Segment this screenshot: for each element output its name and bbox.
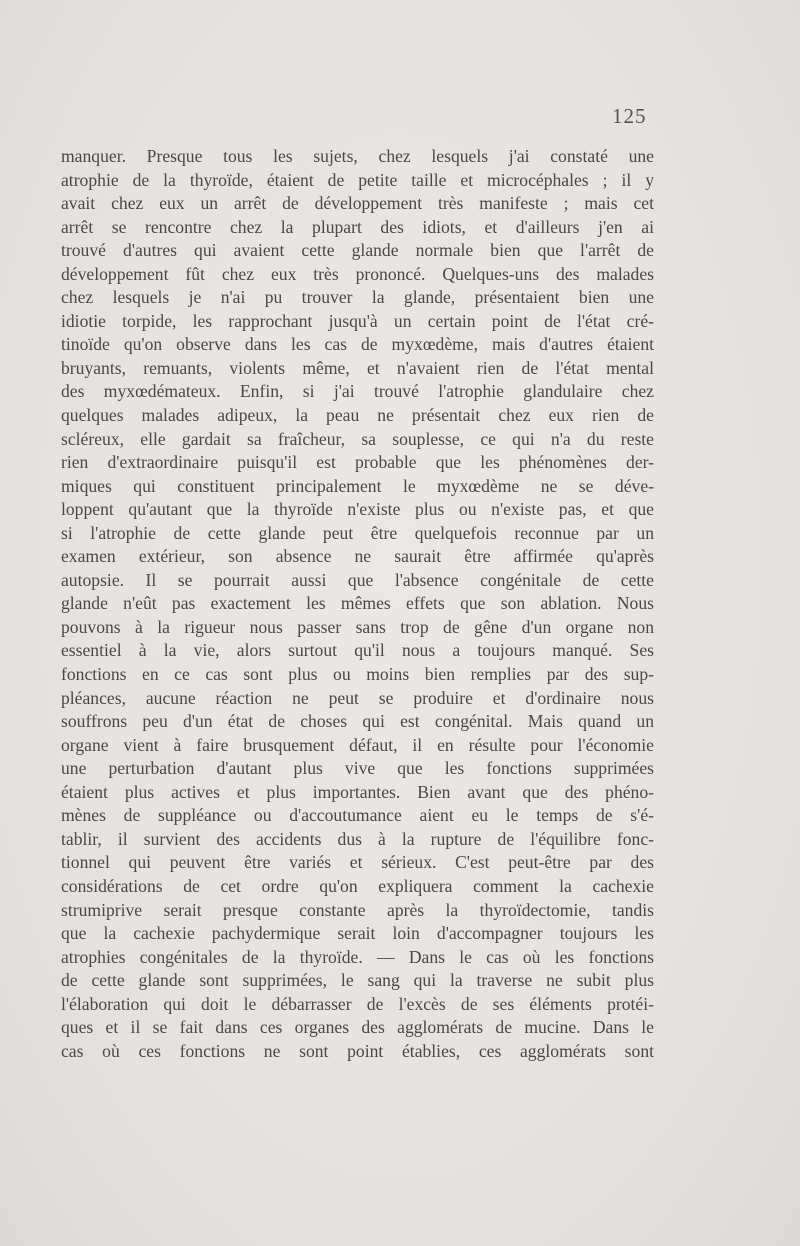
- text-line: tionnel qui peuvent être variés et sérieux. C'est peut-être par des: [61, 852, 654, 873]
- text-line: tablir, il survient des accidents dus à la rupture de l'équilibre fonc-: [61, 828, 654, 849]
- text-line: pouvons à la rigueur nous passer sans trop de gêne d'un organe non: [61, 616, 654, 637]
- text-line: trouvé d'autres qui avaient cette glande normale bien que l'arrêt de: [61, 240, 654, 261]
- text-line: idiotie torpide, les rapprochant jusqu'à un certain point de l'état cré-: [61, 310, 654, 331]
- text-line: scléreux, elle gardait sa fraîcheur, sa souplesse, ce qui n'a du reste: [61, 428, 654, 449]
- text-line: manquer. Presque tous les sujets, chez lesquels j'ai constaté une: [61, 146, 654, 166]
- text-line: ques et il se fait dans ces organes des agglomérats de mucine. Dans le: [61, 1017, 654, 1038]
- text-line: atrophie de la thyroïde, étaient de petite taille et microcéphales ; il y: [61, 169, 654, 190]
- text-line: si l'atrophie de cette glande peut être quelquefois reconnue par un: [61, 522, 654, 543]
- text-line: avait chez eux un arrêt de développement très manifeste ; mais cet: [61, 193, 654, 214]
- page-number: 125: [612, 104, 647, 128]
- text-line: examen extérieur, son absence ne saurait être affirmée qu'après: [61, 546, 654, 567]
- text-line: chez lesquels je n'ai pu trouver la glande, présentaient bien une: [61, 287, 654, 308]
- text-line: pléances, aucune réaction ne peut se produire et d'ordinaire nous: [61, 687, 654, 708]
- text-line: essentiel à la vie, alors surtout qu'il nous a toujours manqué. Ses: [61, 640, 654, 661]
- text-line: l'élaboration qui doit le débarrasser de l'excès de ses éléments protéi-: [61, 993, 654, 1014]
- text-line: que la cachexie pachydermique serait loin d'accompagner toujours les: [61, 923, 654, 944]
- text-line: mènes de suppléance ou d'accoutumance aient eu le temps de s'é-: [61, 805, 654, 826]
- text-line: autopsie. Il se pourrait aussi que l'absence congénitale de cette: [61, 569, 654, 590]
- text-line: cas où ces fonctions ne sont point établies, ces agglomérats sont: [61, 1040, 654, 1061]
- text-line: glande n'eût pas exactement les mêmes effets que son ablation. Nous: [61, 593, 654, 614]
- body-text: [61, 145, 654, 1063]
- text-line: développement fût chez eux très prononcé. Quelques-uns des malades: [61, 263, 654, 284]
- text-line: souffrons peu d'un état de choses qui est congénital. Mais quand un: [61, 711, 654, 732]
- text-line: tinoïde qu'on observe dans les cas de myxœdème, mais d'autres étaient: [61, 334, 654, 355]
- text-line: des myxœdémateux. Enfin, si j'ai trouvé l'atrophie glandulaire chez: [61, 381, 654, 402]
- text-line: fonctions en ce cas sont plus ou moins bien remplies par des sup-: [61, 664, 654, 685]
- text-line: considérations de cet ordre qu'on expliquera comment la cachexie: [61, 875, 654, 896]
- text-line: organe vient à faire brusquement défaut, il en résulte pour l'économie: [61, 734, 654, 755]
- text-line: atrophies congénitales de la thyroïde. — Dans le cas où les fonctions: [61, 946, 654, 967]
- text-line: bruyants, remuants, violents même, et n'avaient rien de l'état mental: [61, 357, 654, 378]
- text-line: loppent qu'autant que la thyroïde n'existe plus ou n'existe pas, et que: [61, 499, 654, 520]
- text-line: de cette glande sont supprimées, le sang qui la traverse ne subit plus: [61, 970, 654, 991]
- text-line: strumiprive serait presque constante après la thyroïdectomie, tandis: [61, 899, 654, 920]
- text-line: arrêt se rencontre chez la plupart des idiots, et d'ailleurs j'en ai: [61, 216, 654, 237]
- text-line: quelques malades adipeux, la peau ne présentait chez eux rien de: [61, 405, 654, 426]
- text-line: une perturbation d'autant plus vive que les fonctions supprimées: [61, 758, 654, 779]
- text-line: rien d'extraordinaire puisqu'il est probable que les phénomènes der-: [61, 452, 654, 473]
- text-line: miques qui constituent principalement le myxœdème ne se déve-: [61, 475, 654, 496]
- text-line: étaient plus actives et plus importantes. Bien avant que des phéno-: [61, 781, 654, 802]
